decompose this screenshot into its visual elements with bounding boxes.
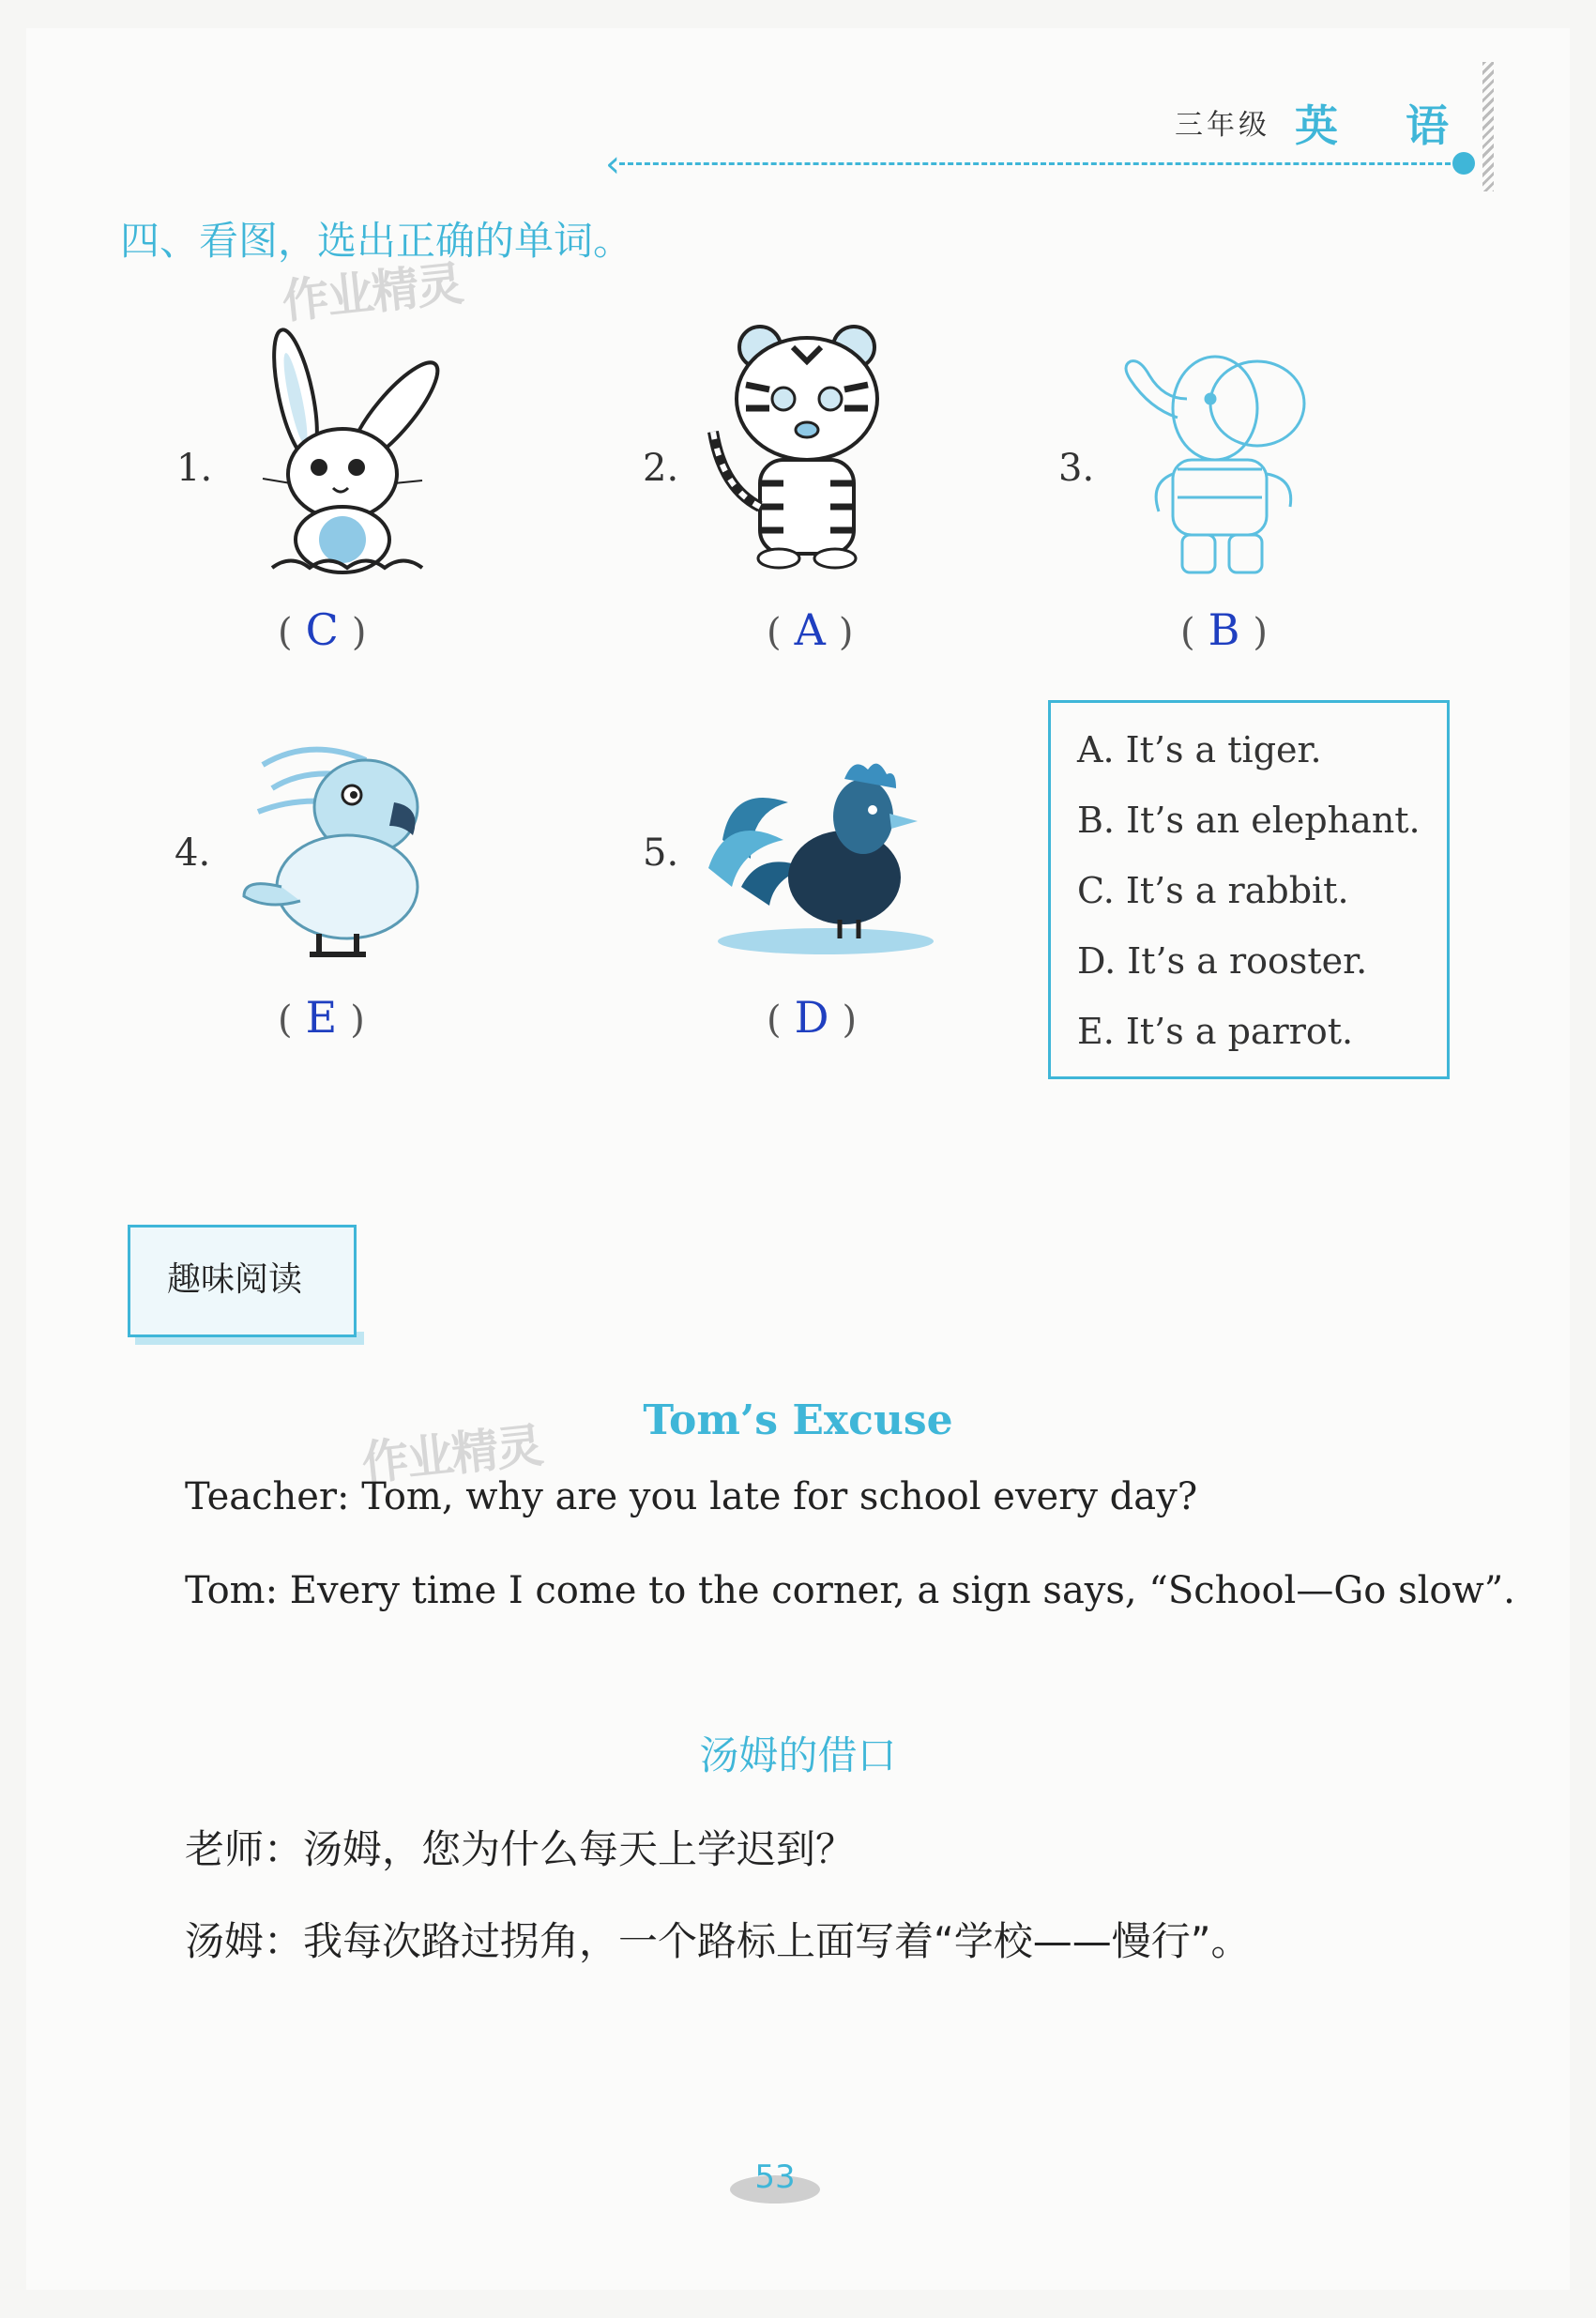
watermark: 作业精灵 [358,1418,544,1491]
elephant-icon [1102,333,1337,596]
answer-letter: E [305,992,338,1043]
question-number: 3. [1058,447,1095,490]
header-dashed-line [619,162,1459,165]
section-title: 四、看图，选出正确的单词。 [120,218,633,264]
question-number: 1. [176,447,213,490]
header-dot [1452,152,1475,175]
header-grade: 三年级 [1175,109,1270,142]
story-line-tom: Tom: Every time I come to the corner, a sign says, “School—Go slow”. [185,1569,1515,1612]
question-number: 2. [643,447,679,490]
tiger-icon [694,319,920,582]
chinese-line-tom: 汤姆：我每次路过拐角，一个路标上面写着“学校——慢行”。 [185,1918,1251,1964]
answer-5: ( D ) [767,992,858,1043]
chinese-story-title: 汤姆的借口 [699,1732,897,1778]
reading-label: 趣味阅读 [167,1260,303,1299]
answer-2: ( A ) [767,604,854,655]
option-d: D. It’s a rooster. [1077,940,1368,982]
answer-1: ( C ) [278,604,367,655]
rooster-icon [704,746,938,962]
answer-letter: C [305,604,339,655]
option-c: C. It’s a rabbit. [1077,870,1349,911]
header-subject: 英 语 [1295,100,1476,151]
story-title: Tom’s Excuse [643,1396,953,1444]
story-line-teacher: Teacher: Tom, why are you late for school every day? [185,1475,1198,1518]
rabbit-icon [253,310,479,582]
answer-3: ( B ) [1180,604,1269,655]
watermark: 作业精灵 [279,256,464,329]
question-number: 5. [643,831,679,875]
option-e: E. It’s a parrot. [1077,1011,1354,1052]
answer-letter: A [794,604,826,655]
reading-banner [120,1215,364,1347]
question-number: 4. [175,831,211,875]
answer-4: ( E ) [278,992,365,1043]
option-b: B. It’s an elephant. [1077,800,1421,841]
arrow-left-icon: ‹ [605,143,620,186]
answer-letter: B [1208,604,1240,655]
parrot-icon [235,737,460,971]
options-box [1048,700,1450,1079]
answer-letter: D [794,992,829,1043]
page-number: 53 [754,2158,796,2196]
header-stripe [1482,62,1494,191]
chinese-line-teacher: 老师：汤姆，您为什么每天上学迟到？ [185,1826,856,1872]
option-a: A. It’s a tiger. [1077,729,1322,770]
